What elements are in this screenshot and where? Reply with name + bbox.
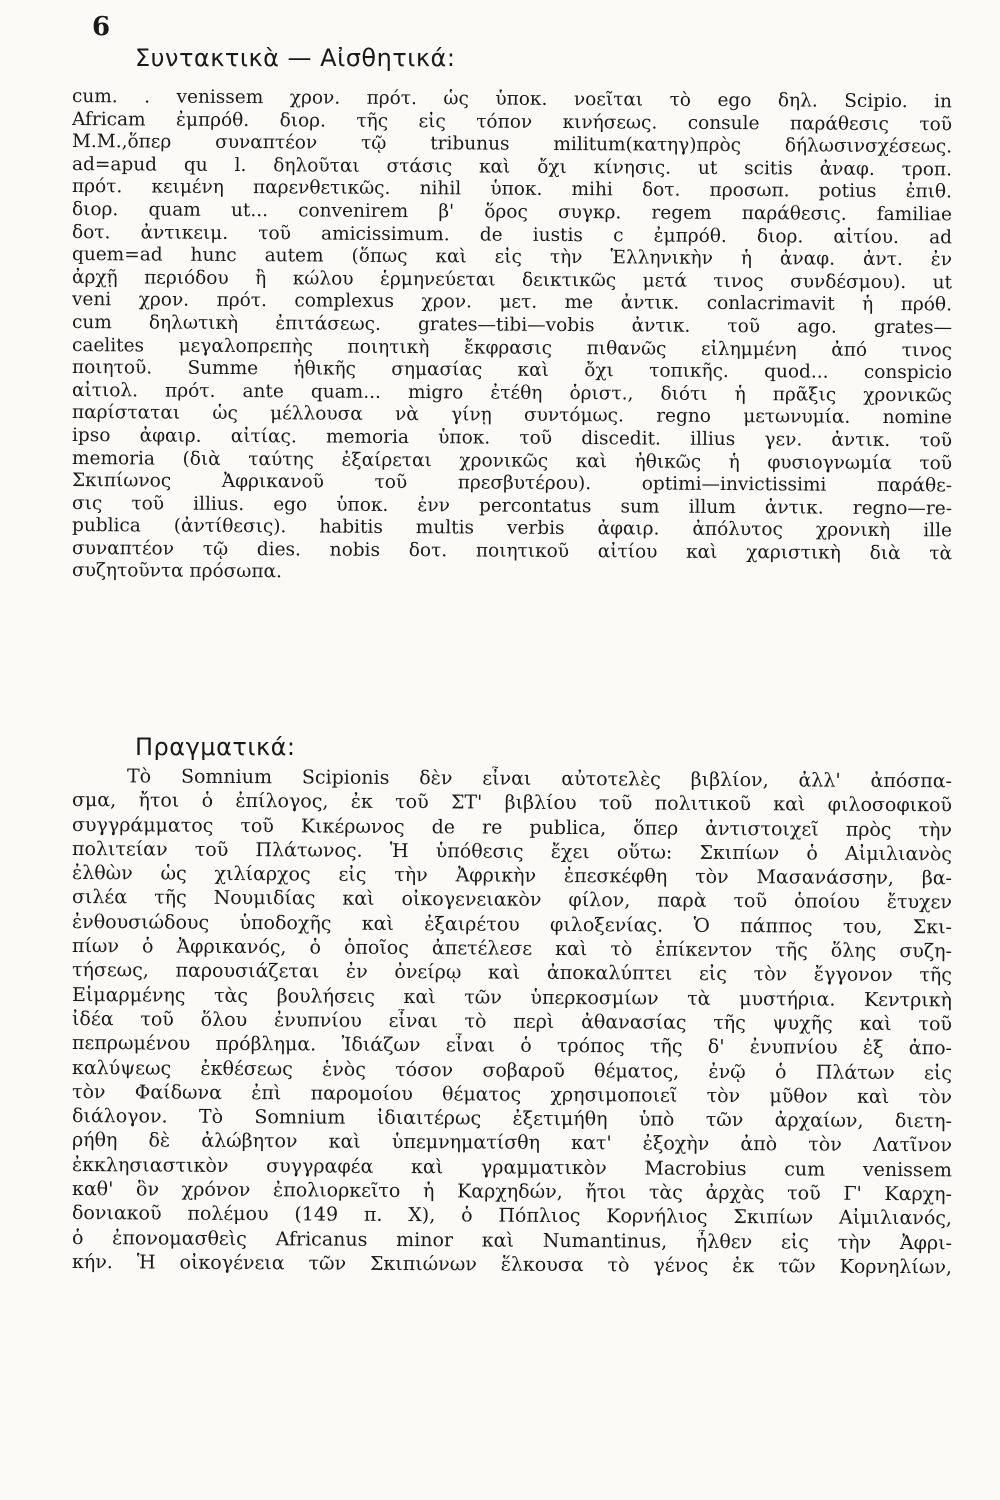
text-line: πεπρωμένου πρόβλημα. Ἰδιάζων εἶναι ὁ τρόπος τῆς δ' ἐνυπνίου ἐξ ἀπο- [71,1032,953,1060]
text-line: σιλέα τῆς Νουμιδίας καὶ οἰκογενειακὸν φίλον, παρὰ τοῦ ὁποίου ἔτυχεν [71,886,953,914]
text-line: ipso ἀφαιρ. αἰτίας. memoria ὑποκ. τοῦ discedit. illius γεν. ἀντικ. τοῦ [71,424,953,452]
text-line: Σκιπίωνος Ἀφρικανοῦ τοῦ πρεσβυτέρου). optimi—invictissimi παράθε- [71,470,953,497]
text-line: σις τοῦ illius. ego ὑποκ. ἐνν percontatus sum illum ἀντικ. regno—re- [71,492,953,520]
text-line: πολιτείαν τοῦ Πλάτωνος. Ἡ ὑπόθεσις ἔχει οὕτω: Σκιπίων ὁ Αἰμιλιανὸς [71,837,953,866]
text-line: M.M.,ὅπερ συναπτέον τῷ tribunus militum(κατηγ)πρὸς δήλωσινσχέσεως. [71,131,953,158]
text-line: δονιακοῦ πολέμου (149 π. Χ), ὁ Πόπλιος Κορνήλιος Σκιπίων Αἰμιλιανός, [71,1202,953,1230]
text-line: πρότ. κειμένη παρενθετικῶς. nihil ὑποκ. mihi δοτ. προσωπ. potius ἐπιθ. [71,176,953,203]
text-line: ἐλθὼν ὡς χιλίαρχος εἰς τὴν Ἀφρικὴν ἐπεσκέφθη τὸν Μασανάσσην, βα- [71,862,953,890]
text-line: αἰτιολ. πρότ. ante quam... migro ἐτέθη ὁριστ., διότι ἡ πρᾶξις χρονικῶς [71,379,953,407]
text-line: συναπτέον τῷ dies. nobis δοτ. ποιητικοῦ αἰτίου καὶ χαριστικὴ διὰ τὰ [71,537,953,565]
text-line: memoria (διὰ ταύτης ἐξαίρεται χρονικῶς καὶ ἠθικῶς ἡ φυσιογνωμία τοῦ [71,447,953,474]
text-line: διορ. quam ut... convenirem β' ὅρος συγκρ. regem παράθεσις. familiae [71,198,953,226]
commentary-paragraph [72,86,952,583]
text-line: ἰδέα τοῦ ὅλου ἐνυπνίου εἶναι τὸ περὶ ἀθανασίας τῆς ψυχῆς καὶ τοῦ [71,1007,953,1036]
text-line: τήσεως, παρουσιάζεται ἐν ὀνείρῳ καὶ ἀποκαλύπτει εἰς τὸν ἔγγονον τῆς [71,959,953,987]
text-line: δοτ. ἀντικειμ. τοῦ amicissimum. de iustis c ἐμπρόθ. διορ. αἰτίου. ad [71,221,953,248]
text-line: cum δηλωτικὴ ἐπιτάσεως. grates—tibi—vobis ἀντικ. τοῦ ago. grates— [71,311,953,339]
background-paragraph [71,764,953,1279]
text-line: ρήθη δὲ ἀλώβητον καὶ ὑπεμνηματίσθη κατ' ἐξοχὴν ἀπὸ τὸν Λατῖνον [71,1129,953,1157]
page-number: 6 [92,12,111,42]
text-line: caelites μεγαλοπρεπὴς ποιητικὴ ἔκφρασις πιθανῶς εἰλημμένη ἀπό τινος [71,334,953,361]
text-line: Τὸ Somnium Scipionis δὲν εἶναι αὐτοτελὲς βιβλίον, ἀλλ' ἀπόσπα- [126,765,953,793]
text-line: συγγράμματος τοῦ Κικέρωνος de re publica, ὅπερ ἀντιστοιχεῖ πρὸς τὴν [71,813,953,841]
text-line: ἀρχῇ περιόδου ἢ κώλου ἑρμηνεύεται δεικτικῶς μετά τινος συνδέσμου). ut [71,266,953,294]
text-line: παρίσταται ὡς μέλλουσα νὰ γίνῃ συντόμως. regno μετωνυμία. nomine [71,402,953,429]
text-line: ἐνθουσιώδους ὑποδοχῆς καὶ ἐξαιρέτου φιλοξενίας. Ὁ πάππος του, Σκι- [71,910,953,939]
text-line: quem=ad hunc autem (ὅπως καὶ εἰς τὴν Ἑλληνικὴν ἡ ἀναφ. ἀντ. ἐν [71,244,953,271]
text-line: Africam ἐμπρόθ. διορ. τῆς εἰς τόπον κινήσεως. consule παράθεσις τοῦ [71,108,953,135]
text-line: τὸν Φαίδωνα ἐπὶ παρομοίου θέματος χρησιμοποιεῖ τὸν μῦθον καὶ τὸν [71,1080,953,1109]
text-line: ad=apud qu l. δηλοῦται στάσις καὶ ὄχι κίνησις. ut scitis ἀναφ. τροπ. [71,153,953,181]
text-line: publica (ἀντίθεσις). habitis multis verbis ἀφαιρ. ἀπόλυτος χρονικὴ ille [71,515,953,542]
text-line: ὁ ἐπονομασθεὶς Africanus minor καὶ Numantinus, ἦλθεν εἰς τὴν Ἀφρι- [71,1226,953,1255]
text-line: Εἱμαρμένης τὰς βουλήσεις καὶ τῶν ὑπερκοσμίων τὰ μυστήρια. Κεντρικὴ [71,983,953,1012]
text-line: cum. . venissem χρον. πρότ. ὡς ὑποκ. νοεῖται τὸ ego δηλ. Scipio. in [71,86,953,113]
text-line: veni χρον. πρότ. complexus χρον. μετ. me ἀντικ. conlacrimavit ἡ πρόθ. [71,289,953,316]
text-line: συζητοῦντα πρόσωπα. [71,560,282,583]
text-line: καλύψεως ἐκθέσεως ἑνὸς τόσον σοβαροῦ θέματος, ἐνῷ ὁ Πλάτων εἰς [71,1056,953,1084]
text-line: σμα, ἤτοι ὁ ἐπίλογος, ἐκ τοῦ ΣΤ' βιβλίου τοῦ πολιτικοῦ καὶ φιλοσοφικοῦ [71,789,953,817]
section-heading-factual: Πραγματικά: [135,733,296,761]
text-line: καθ' ὃν χρόνον ἐπολιορκεῖτο ἡ Καρχηδών, ἤτοι τὰς ἀρχὰς τοῦ Γ' Καρχη- [71,1178,953,1206]
section-heading-syntactic-aesthetic: Συντακτικὰ — Αἰσθητικά: [135,44,456,72]
text-line: ποιητοῦ. Summe ἠθικῆς σημασίας καὶ ὄχι τοπικῆς. quod... conspicio [71,357,953,384]
text-line: ἐκκλησιαστικὸν συγγραφέα καὶ γραμματικὸν Macrobius cum venissem [71,1153,953,1182]
text-line: διάλογον. Τὸ Somnium ἰδιαιτέρως ἐξετιμήθη ὑπὸ τῶν ἀρχαίων, διετη- [71,1105,953,1133]
text-line: πίων ὁ Ἀφρικανός, ὁ ὁποῖος ἀπετέλεσε καὶ τὸ ἐπίκεντον τῆς ὅλης συζη- [71,935,953,963]
text-line: κήν. Ἡ οἰκογένεια τῶν Σκιπιώνων ἕλκουσα τὸ γένος ἐκ τῶν Κορνηλίων, [71,1250,953,1279]
